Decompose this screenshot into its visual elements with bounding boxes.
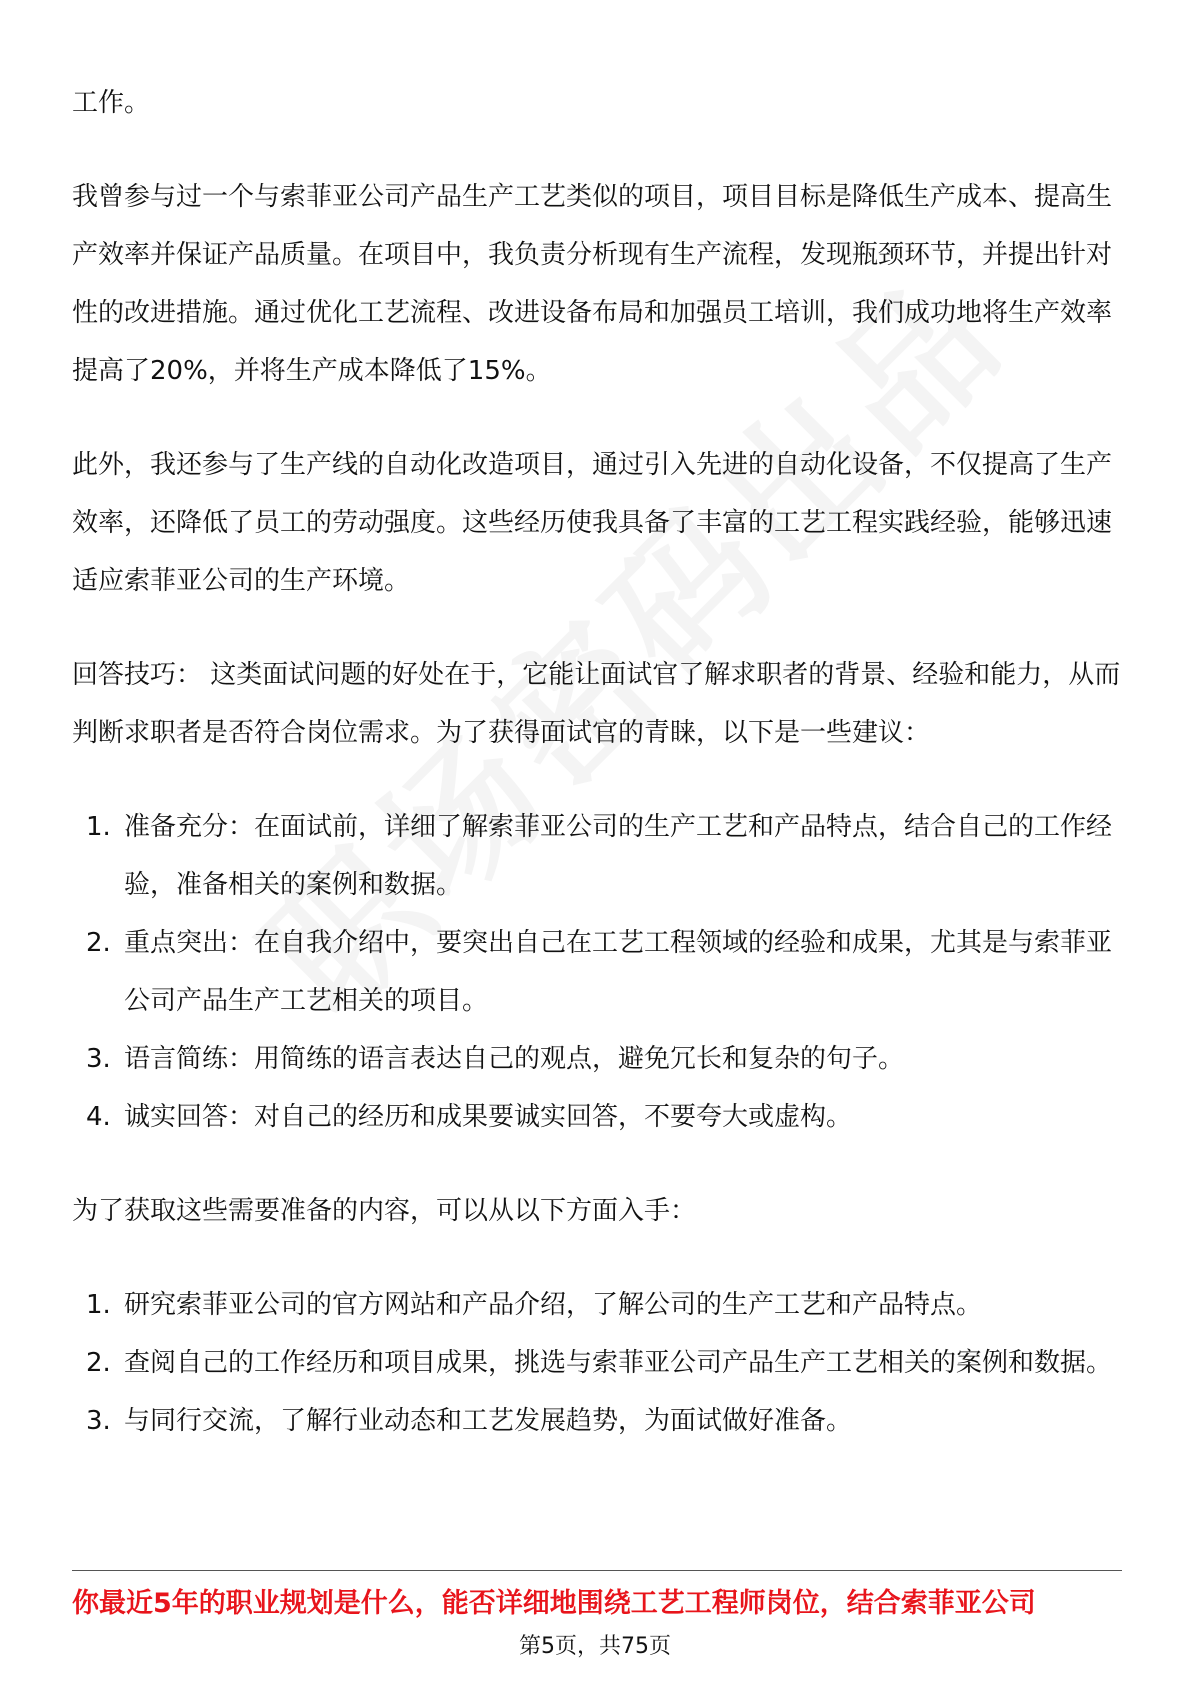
list-item <box>72 1392 1122 1450</box>
list-item-text: 重点突出：在自我介绍中，要突出自己在工艺工程领域的经验和成果，尤其是与索菲亚公司产品生产工艺相关的项目。 <box>124 928 1113 1016</box>
list-number: 3. <box>86 1406 111 1436</box>
list-item <box>72 1334 1122 1392</box>
list-item <box>72 1088 1122 1146</box>
list-item-text: 诚实回答：对自己的经历和成果要诚实回答，不要夸大或虚构。 <box>124 1102 853 1132</box>
paragraph-continuation: 工作。 <box>72 88 151 118</box>
next-question-title: 你最近5年的职业规划是什么，能否详细地围绕工艺工程师岗位，结合索菲亚公司 <box>72 1588 1036 1619</box>
tips-list <box>72 798 1122 1146</box>
list-item <box>72 1276 1122 1334</box>
list-item-text: 研究索菲亚公司的官方网站和产品介绍，了解公司的生产工艺和产品特点。 <box>124 1290 983 1320</box>
paragraph-prep-intro: 为了获取这些需要准备的内容，可以从以下方面入手： <box>72 1196 697 1226</box>
list-number: 3. <box>86 1044 111 1074</box>
list-number: 1. <box>86 812 111 842</box>
footer-divider <box>72 1570 1122 1571</box>
list-item <box>72 798 1122 914</box>
list-number: 1. <box>86 1290 111 1320</box>
list-number: 4. <box>86 1102 111 1132</box>
paragraph-automation-experience: 此外，我还参与了生产线的自动化改造项目，通过引入先进的自动化设备，不仅提高了生产效率，还降低了员工的劳动强度。这些经历使我具备了丰富的工艺工程实践经验，能够迅速适应索菲亚公司的生产环境。 <box>72 450 1113 596</box>
list-item <box>72 914 1122 1030</box>
list-item-text: 准备充分：在面试前，详细了解索菲亚公司的生产工艺和产品特点，结合自己的工作经验，准备相关的案例和数据。 <box>124 812 1113 900</box>
list-item-text: 与同行交流，了解行业动态和工艺发展趋势，为面试做好准备。 <box>124 1406 853 1436</box>
list-number: 2. <box>86 1348 111 1378</box>
list-item-text: 查阅自己的工作经历和项目成果，挑选与索菲亚公司产品生产工艺相关的案例和数据。 <box>124 1348 1113 1378</box>
main-content <box>72 74 1122 1486</box>
list-item <box>72 1030 1122 1088</box>
list-item-text: 语言简练：用简练的语言表达自己的观点，避免冗长和复杂的句子。 <box>124 1044 905 1074</box>
paragraph-project-experience: 我曾参与过一个与索菲亚公司产品生产工艺类似的项目，项目目标是降低生产成本、提高生产效率并保证产品质量。在项目中，我负责分析现有生产流程，发现瓶颈环节，并提出针对性的改进措施。通过优化工艺流程、改进设备布局和加强员工培训，我们成功地将生产效率提高了20%，并将生产成本降低了15%。 <box>72 182 1113 386</box>
paragraph-answer-tips: 回答技巧： 这类面试问题的好处在于，它能让面试官了解求职者的背景、经验和能力，从而判断求职者是否符合岗位需求。为了获得面试官的青睐，以下是一些建议： <box>72 660 1121 748</box>
prep-list <box>72 1276 1122 1450</box>
list-number: 2. <box>86 928 111 958</box>
page-number: 第5页，共75页 <box>519 1634 671 1659</box>
